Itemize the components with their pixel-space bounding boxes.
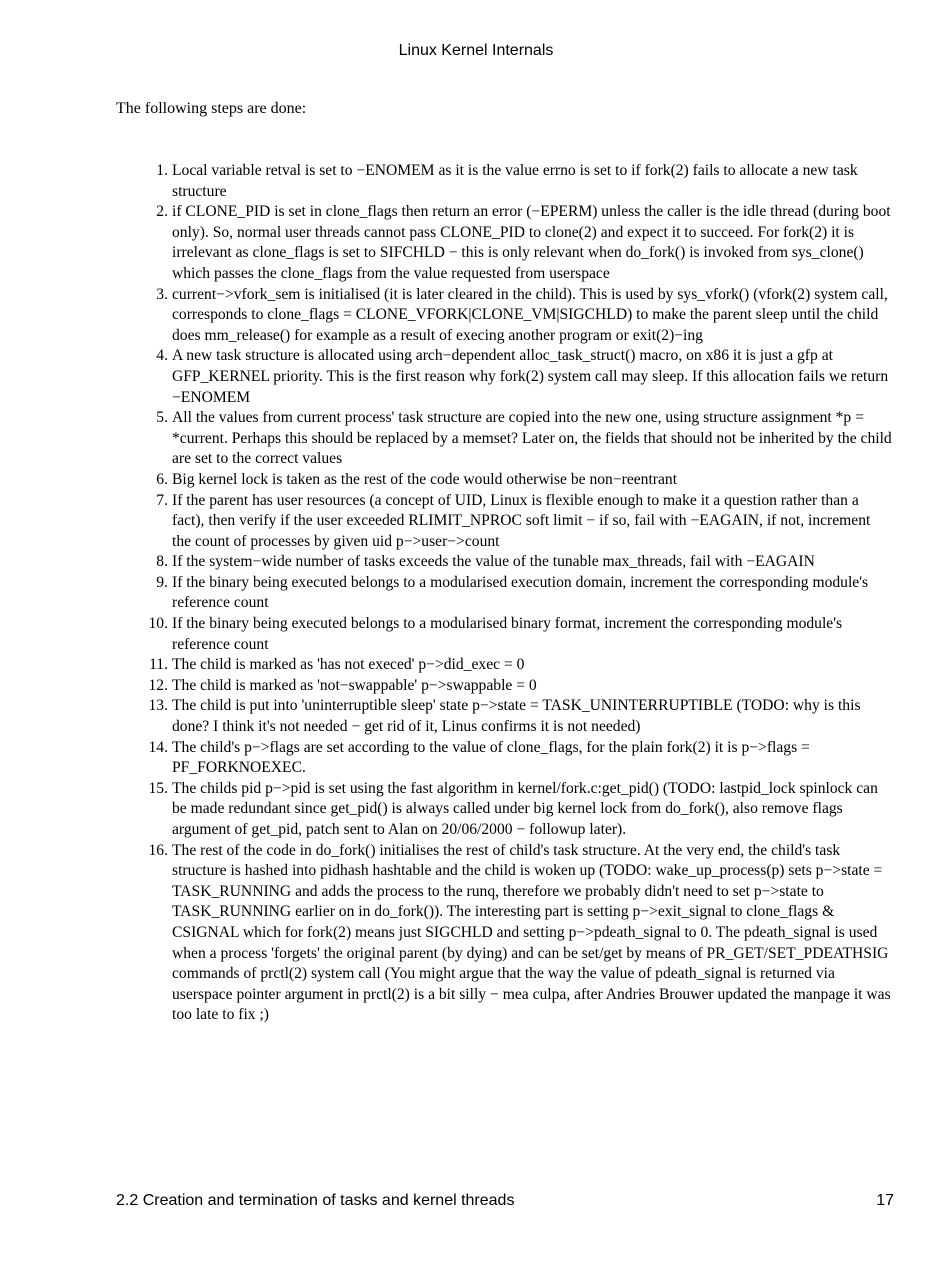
list-item [156,552,892,573]
list-item-number: 3. [156,285,168,303]
list-item-text: Local variable retval is set to −ENOMEM as it is the value errno is set to if fork(2) fails to allocate a new task structure [172,162,858,200]
running-header [0,42,952,60]
list-item-text: If the system−wide number of tasks exceeds the value of the tunable max_threads, fail with −EAGAIN [172,553,815,571]
document-title: Linux Kernel Internals [398,42,554,59]
list-item [148,614,892,655]
list-item-text: if CLONE_PID is set in clone_flags then return an error (−EPERM) unless the caller is the idle thread (during boot only). So, normal user threads cannot pass CLONE_PID to clone(2) and expect it to succeed. For fork(2) it is irrelevant as clone_flags is set to SIFCHLD − this is only relevant when do_fork() is invoked from sys_clone() which passes the clone_flags from the value requested from userspace [172,203,891,282]
list-item [148,779,892,841]
list-item-number: 8. [156,553,168,571]
page-number: 17 [876,1192,894,1209]
list-item-number: 11. [149,656,168,674]
list-item-text: If the parent has user resources (a concept of UID, Linux is flexible enough to make it a question rather than a fact), then verify if the user exceeded RLIMIT_NPROC soft limit − if so, fail with −EAGAIN, if not, increment the count of processes by given uid p−>user−>count [172,491,871,550]
list-item-text: The child is put into 'uninterruptible sleep' state p−>state = TASK_UNINTERRUPTIBLE (TODO: why is this done? I think it's not needed − get rid of it, Linus confirms it is not needed) [172,697,861,736]
steps-list [148,161,892,1026]
section-title: 2.2 Creation and termination of tasks and kernel threads [116,1192,515,1209]
list-item [149,655,892,676]
list-item-number: 16. [148,841,168,859]
list-item [156,285,892,347]
list-item-text: Big kernel lock is taken as the rest of the code would otherwise be non−reentrant [172,470,678,488]
list-item [148,841,892,1026]
list-item-number: 7. [156,491,168,509]
list-item [148,696,892,737]
list-item-text: A new task structure is allocated using arch−dependent alloc_task_struct() macro, on x86 it is just a gfp at GFP_KERNEL priority. This is the first reason why fork(2) system call may sleep. If this allocation fails we return −ENOMEM [172,347,889,406]
list-item-text: If the binary being executed belongs to a modularised binary format, increment the corresponding module's reference count [172,615,843,653]
list-item-number: 6. [156,470,168,488]
list-item-text: The rest of the code in do_fork() initialises the rest of child's task structure. At the very end, the child's task structure is hashed into pidhash hashtable and the child is woken up (TODO: wake_up_process(p) sets p−>state = TASK_RUNNING and adds the process to the runq, therefore we probably didn't need to set p−>state to TASK_RUNNING earlier on in do_fork()). The interesting part is setting p−>exit_signal to clone_flags & CSIGNAL which for fork(2) means just SIGCHLD and setting p−>pdeath_signal to 0. The pdeath_signal is used when a process 'forgets' the original parent (by dying) and can be set/get by means of PR_GET/SET_PDEATHSIG commands of prctl(2) system call (You might argue that the way the value of pdeath_signal is returned via userspace pointer argument in prctl(2) is a bit silly − mea culpa, after Andries Brouwer updated the manpage it was too late to fix ;) [172,841,891,1024]
list-item-number: 2. [156,203,168,221]
list-item-number: 13. [148,697,168,715]
list-item-text: If the binary being executed belongs to a modularised execution domain, increment the corresponding module's reference count [172,573,869,612]
list-item [148,738,892,779]
list-item-number: 12. [148,676,168,694]
list-item [156,573,892,614]
list-item [156,470,892,491]
list-item-text: The child is marked as 'not−swappable' p−>swappable = 0 [172,676,537,694]
list-item-text: The child's p−>flags are set according to the value of clone_flags, for the plain fork(2) it is p−>flags = PF_FORKNOEXEC. [172,738,810,777]
list-item-number: 14. [148,738,168,756]
intro-paragraph: The following steps are done: [116,100,307,117]
list-item [156,161,892,202]
list-item [156,346,892,408]
list-item [156,408,892,470]
list-item-text: The childs pid p−>pid is set using the fast algorithm in kernel/fork.c:get_pid() (TODO: lastpid_lock spinlock can be made redundant since get_pid() is always called under big kernel lock from do_fork(), also remove flags argument of get_pid, patch sent to Alan on 20/06/2000 − followup later). [172,779,878,838]
list-item-number: 15. [148,779,168,797]
list-item-number: 10. [148,615,168,633]
list-item-number: 5. [156,409,168,427]
list-item [156,202,892,284]
list-item-text: current−>vfork_sem is initialised (it is later cleared in the child). This is used by sys_vfork() (vfork(2) system call, corresponds to clone_flags = CLONE_VFORK|CLONE_VM|SIGCHLD) to make the parent sleep until the child does mm_release() for example as a result of execing another program or exit(2)−ing [172,285,888,344]
list-item-number: 9. [156,573,168,591]
list-item [156,491,892,553]
list-item [148,676,892,697]
list-item-number: 1. [156,162,168,179]
list-item-text: All the values from current process' task structure are copied into the new one, using structure assignment *p = *current. Perhaps this should be replaced by a memset? Later on, the fields that should not be inherited by the child are set to the correct values [172,409,892,468]
list-item-number: 4. [156,347,168,365]
list-item-text: The child is marked as 'has not execed' p−>did_exec = 0 [172,656,525,674]
running-footer [116,1192,894,1210]
